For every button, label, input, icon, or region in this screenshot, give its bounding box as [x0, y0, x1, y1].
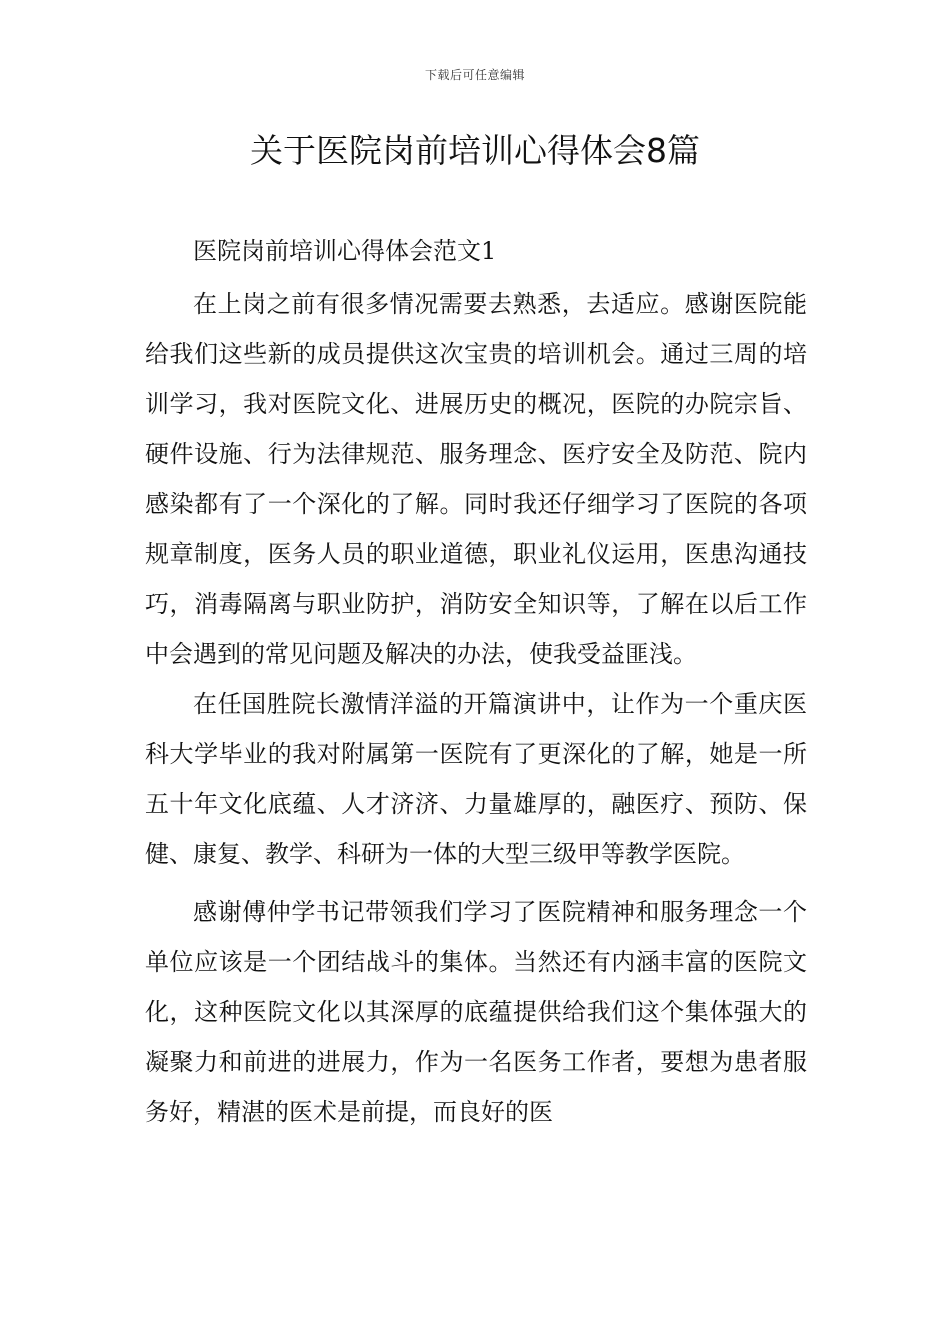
document-title: 关于医院岗前培训心得体会8篇 — [250, 131, 700, 170]
paragraph-3: 感谢傅仲学书记带领我们学习了医院精神和服务理念一个单位应该是一个团结战斗的集体。当然还有内涵丰富的医院文化，这种医院文化以其深厚的底蕴提供给我们这个集体强大的凝聚力和前进的进展力，作为一名医务工作者，要想为患者服务好，精湛的医术是前提，而良好的医 — [145, 898, 807, 1126]
paragraph-2: 在任国胜院长激情洋溢的开篇演讲中，让作为一个重庆医科大学毕业的我对附属第一医院有了更深化的了解，她是一所五十年文化底蕴、人才济济、力量雄厚的，融医疗、预防、保健、康复、教学、科研为一体的大型三级甲等教学医院。 — [145, 690, 807, 868]
paragraph-1: 在上岗之前有很多情况需要去熟悉，去适应。感谢医院能给我们这些新的成员提供这次宝贵的培训机会。通过三周的培训学习，我对医院文化、进展历史的概况，医院的办院宗旨、硬件设施、行为法律规范、服务理念、医疗安全及防范、院内感染都有了一个深化的了解。同时我还仔细学习了医院的各项规章制度，医务人员的职业道德，职业礼仪运用，医患沟通技巧，消毒隔离与职业防护，消防安全知识等，了解在以后工作中会遇到的常见问题及解决的办法，使我受益匪浅。 — [145, 290, 807, 668]
download-note: 下载后可任意编辑 — [424, 68, 525, 82]
document-body — [145, 226, 807, 1137]
section-heading: 医院岗前培训心得体会范文1 — [193, 237, 497, 265]
